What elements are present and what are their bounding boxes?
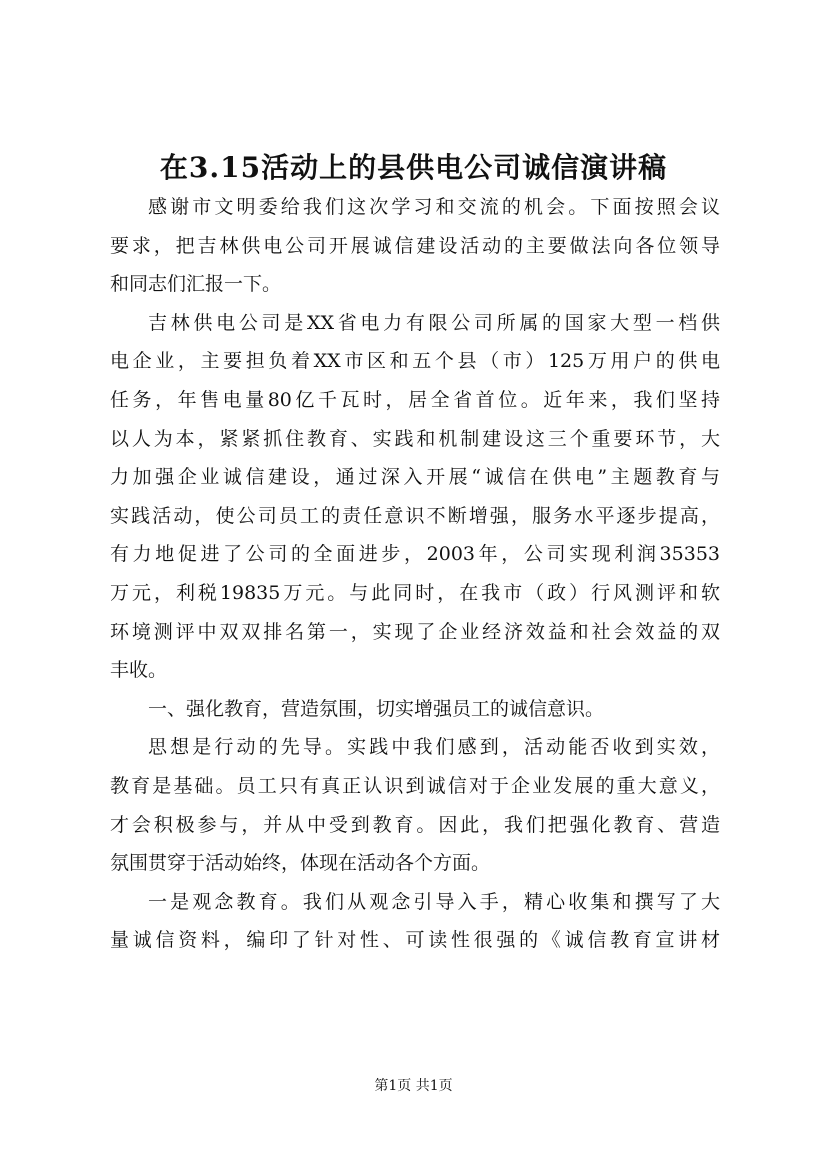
text-line: 教育是基础。员工只有真正认识到诚信对于企业发展的重大意义， (110, 774, 720, 797)
document-title: 在3.15活动上的县供电公司诚信演讲稿 (159, 151, 668, 184)
text-line: 一是观念教育。我们从观念引导入手，精心收集和撰写了大 (148, 890, 720, 913)
text-line: 氛围贯穿于活动始终，体现在活动各个方面。 (110, 852, 491, 875)
text-line: 丰收。 (110, 659, 168, 682)
section-heading (110, 690, 720, 729)
text-line: 感谢市文明委给我们这次学习和交流的机会。下面按照会议 (148, 196, 720, 218)
text-line: 和同志们汇报一下。 (110, 273, 282, 296)
text-line: 万元，利税19835万元。与此同时，在我市（政）行风测评和软 (110, 581, 720, 604)
text-line: 思想是行动的先导。实践中我们感到，活动能否收到实效， (148, 736, 720, 759)
text-line: 电企业，主要担负着XX市区和五个县（市）125万用户的供电 (110, 350, 720, 373)
paragraph-1 (110, 188, 720, 304)
text-line: 任务，年售电量80亿千瓦时，居全省首位。近年来，我们坚持 (110, 388, 720, 411)
paragraph-4 (110, 728, 720, 882)
text-line: 力加强企业诚信建设，通过深入开展“诚信在供电”主题教育与 (110, 466, 720, 489)
text-line: 吉林供电公司是XX省电力有限公司所属的国家大型一档供 (148, 311, 720, 334)
paragraph-5 (110, 883, 720, 960)
paragraph-2 (110, 304, 720, 690)
text-line: 要求，把吉林供电公司开展诚信建设活动的主要做法向各位领导 (110, 234, 720, 257)
text-line: 量诚信资料，编印了针对性、可读性很强的《诚信教育宣讲材 (110, 929, 720, 952)
page-footer: 第1页 共1页 (374, 1078, 453, 1094)
text-line: 以人为本，紧紧抓住教育、实践和机制建设这三个重要环节，大 (110, 427, 720, 450)
text-line: 有力地促进了公司的全面进步，2003年，公司实现利润35353 (110, 543, 720, 566)
text-line: 一、强化教育，营造氛围，切实增强员工的诚信意识。 (148, 697, 605, 720)
text-line: 才会积极参与，并从中受到教育。因此，我们把强化教育、营造 (110, 813, 720, 836)
document-body (110, 188, 720, 960)
text-line: 环境测评中双双排名第一，实现了企业经济效益和社会效益的双 (110, 620, 720, 643)
text-line: 实践活动，使公司员工的责任意识不断增强，服务水平逐步提高， (110, 504, 720, 527)
